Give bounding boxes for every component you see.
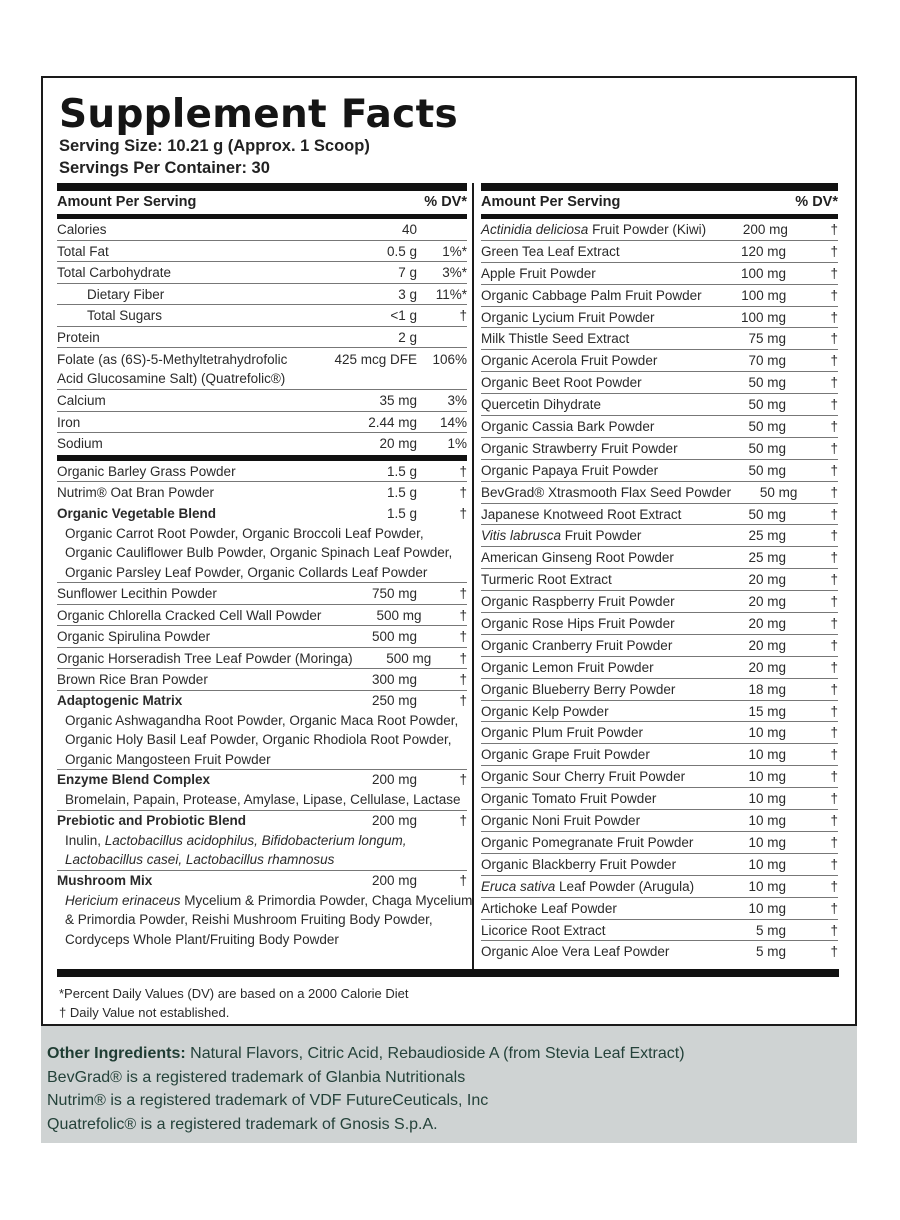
ingredient-row	[481, 941, 838, 963]
nutrient-row: Dietary Fiber 3 g 11%*	[57, 284, 467, 306]
header-dv: % DV*	[795, 194, 838, 210]
ingredient-row	[481, 547, 838, 569]
ingredient-name: Milk Thistle Seed Extract	[481, 331, 630, 347]
trademark-nutrim: Nutrim® is a registered trademark of VDF FutureCeuticals, Inc	[47, 1092, 489, 1109]
ingredient-row	[481, 832, 838, 854]
ingredient-amount: 75 mg	[748, 331, 786, 347]
ingredient-row	[481, 788, 838, 810]
ingredient-name: Organic Tomato Fruit Powder	[481, 791, 657, 807]
ingredient-amount: 20 mg	[748, 572, 786, 588]
ingredient-name: Turmeric Root Extract	[481, 572, 612, 588]
ingredient-row: Organic Barley Grass Powder 1.5 g †	[57, 461, 467, 483]
blend-contents: Organic Ashwagandha Root Powder, Organic Maca Root Powder, Organic Holy Basil Leaf Powder, Organic Rhodiola Root Powder, Organic Mangosteen Fruit Powder	[57, 711, 467, 771]
left-column	[57, 183, 473, 949]
ingredient-row	[481, 350, 838, 372]
ingredient-dv: †	[830, 900, 838, 916]
ingredient-dv: †	[830, 375, 838, 391]
ingredient-row	[481, 525, 838, 547]
ingredient-dv: †	[830, 594, 838, 610]
other-ingredients: Other Ingredients: Natural Flavors, Citric Acid, Rebaudioside A (from Stevia Leaf Extract)	[47, 1045, 685, 1062]
ingredient-dv: †	[830, 353, 838, 369]
ingredient-row: Nutrim® Oat Bran Powder 1.5 g †	[57, 485, 467, 500]
ingredient-amount: 15 mg	[748, 703, 786, 719]
ingredient-amount: 100 mg	[740, 265, 786, 281]
ingredient-dv: †	[830, 703, 838, 719]
ingredient-name: Organic Cabbage Palm Fruit Powder	[481, 287, 702, 303]
ingredient-amount: 5 mg	[755, 922, 786, 938]
ingredient-amount: 120 mg	[740, 243, 786, 259]
right-ingredient-list	[481, 219, 838, 963]
ingredient-dv: †	[830, 506, 838, 522]
ingredient-amount: 50 mg	[748, 375, 786, 391]
ingredient-row	[481, 766, 838, 788]
ingredient-name: Japanese Knotweed Root Extract	[481, 506, 682, 522]
ingredient-dv: †	[830, 243, 838, 259]
ingredient-name: Actinidia deliciosa Fruit Powder (Kiwi)	[481, 222, 707, 237]
ingredient-dv: †	[830, 659, 838, 675]
ingredient-amount: 50 mg	[748, 440, 786, 456]
ingredient-amount: 25 mg	[748, 528, 786, 544]
ingredient-amount: 10 mg	[748, 769, 786, 785]
ingredient-row	[481, 394, 838, 416]
ingredient-amount: 70 mg	[748, 353, 786, 369]
blend-row: Prebiotic and Probiotic Blend 200 mg †	[57, 812, 467, 828]
ingredient-row	[481, 372, 838, 394]
thick-rule	[57, 969, 839, 977]
ingredient-dv: †	[830, 440, 838, 456]
nutrient-row: Total Sugars <1 g †	[57, 305, 467, 327]
ingredient-dv: †	[830, 944, 838, 960]
ingredient-row	[481, 482, 838, 504]
ingredient-name: Organic Pomegranate Fruit Powder	[481, 834, 694, 850]
ingredient-dv: †	[830, 419, 838, 435]
ingredient-amount: 10 mg	[748, 878, 786, 894]
blend-row: Adaptogenic Matrix 250 mg †	[57, 692, 467, 708]
ingredient-dv: †	[830, 747, 838, 763]
panel-title: Supplement Facts	[59, 92, 459, 137]
ingredient-dv: †	[830, 681, 838, 697]
ingredient-row: Organic Horseradish Tree Leaf Powder (Moringa) 500 mg †	[57, 648, 467, 670]
footnotes	[59, 984, 409, 1022]
serving-size: Serving Size: 10.21 g (Approx. 1 Scoop)	[59, 137, 370, 155]
blend-row: Organic Vegetable Blend 1.5 g †	[57, 505, 467, 521]
ingredient-name: Organic Lycium Fruit Powder	[481, 309, 655, 325]
ingredient-row	[481, 328, 838, 350]
ingredient-name: Organic Kelp Powder	[481, 703, 609, 719]
ingredient-name: Green Tea Leaf Extract	[481, 243, 620, 259]
ingredient-row	[481, 591, 838, 613]
thick-rule	[481, 183, 838, 191]
ingredient-amount: 200 mg	[742, 222, 788, 237]
ingredient-row	[481, 898, 838, 920]
ingredient-name: Organic Raspberry Fruit Powder	[481, 594, 675, 610]
ingredient-amount: 100 mg	[741, 287, 787, 303]
ingredient-name: Vitis labrusca Fruit Powder	[481, 528, 642, 544]
other-ingredients-label: Other Ingredients:	[47, 1045, 186, 1062]
column-header	[481, 191, 838, 214]
ingredient-amount: 10 mg	[748, 900, 786, 916]
ingredient-name: Licorice Root Extract	[481, 922, 606, 938]
ingredient-amount: 20 mg	[748, 594, 786, 610]
ingredient-row	[481, 569, 838, 591]
ingredient-dv: †	[830, 725, 838, 741]
nutrient-row: Calcium 35 mg 3%	[57, 390, 467, 412]
right-column	[481, 183, 838, 963]
other-ingredients-panel	[41, 1026, 857, 1143]
nutrient-row: Folate (as (6S)-5-Methyltetrahydrofolic Acid Glucosamine Salt) (Quatrefolic®) 425 mcg DFE 106%	[57, 348, 467, 390]
ingredient-amount: 50 mg	[759, 484, 798, 500]
ingredient-dv: †	[830, 397, 838, 413]
nutrient-row: Sodium 20 mg 1%	[57, 436, 467, 451]
blend-contents: Hericium erinaceus Mycelium & Primordia Powder, Chaga Mycelium & Primordia Powder, Reishi Mushroom Fruiting Body Powder, Cordyceps Whole Plant/Fruiting Body Powder	[57, 891, 467, 950]
ingredient-amount: 10 mg	[748, 856, 786, 872]
ingredient-dv: †	[830, 222, 838, 237]
ingredient-dv: †	[830, 484, 838, 500]
ingredient-amount: 10 mg	[748, 725, 786, 741]
column-header	[57, 191, 467, 214]
ingredient-name: Apple Fruit Powder	[481, 265, 596, 281]
ingredient-name: Organic Papaya Fruit Powder	[481, 462, 659, 478]
ingredient-name: BevGrad® Xtrasmooth Flax Seed Powder	[481, 484, 732, 500]
ingredient-name: Organic Sour Cherry Fruit Powder	[481, 769, 686, 785]
ingredient-amount: 50 mg	[748, 462, 786, 478]
ingredient-row: Brown Rice Bran Powder 300 mg †	[57, 669, 467, 691]
blend-contents: Organic Carrot Root Powder, Organic Broccoli Leaf Powder, Organic Cauliflower Bulb Powder, Organic Spinach Leaf Powder, Organic Parsley Leaf Powder, Organic Collards Leaf Powder	[57, 524, 467, 584]
ingredient-dv: †	[830, 922, 838, 938]
ingredient-dv: †	[830, 528, 838, 544]
nutrient-row: Iron 2.44 mg 14%	[57, 412, 467, 434]
ingredient-row	[481, 504, 838, 526]
ingredient-dv: †	[830, 878, 838, 894]
ingredient-dv: †	[830, 856, 838, 872]
ingredient-row: Sunflower Lecithin Powder 750 mg †	[57, 583, 467, 605]
ingredient-row	[481, 810, 838, 832]
blend-row: Mushroom Mix 200 mg †	[57, 872, 467, 888]
ingredient-dv: †	[830, 462, 838, 478]
ingredient-amount: 25 mg	[748, 550, 786, 566]
ingredient-amount: 20 mg	[748, 616, 786, 632]
mushroom-line-3: Cordyceps Whole Plant/Fruiting Body Powder	[65, 931, 339, 947]
ingredient-name: Organic Aloe Vera Leaf Powder	[481, 944, 670, 960]
ingredient-dv: †	[830, 637, 838, 653]
ingredient-row	[481, 307, 838, 329]
blend-contents: Bromelain, Papain, Protease, Amylase, Lipase, Cellulase, Lactase	[57, 790, 467, 811]
ingredient-dv: †	[830, 572, 838, 588]
ingredient-row	[481, 285, 838, 307]
ingredient-name: Organic Blueberry Berry Powder	[481, 681, 676, 697]
nutrient-row: Protein 2 g	[57, 327, 467, 349]
ingredient-amount: 50 mg	[748, 506, 786, 522]
ingredient-row	[481, 657, 838, 679]
ingredient-row	[481, 920, 838, 942]
trademark-bevgrad: BevGrad® is a registered trademark of Glanbia Nutritionals	[47, 1068, 466, 1086]
ingredient-amount: 50 mg	[748, 397, 786, 413]
ingredient-amount: 10 mg	[748, 813, 786, 829]
thick-rule	[57, 183, 467, 191]
ingredient-row	[481, 679, 838, 701]
ingredient-row: Organic Chlorella Cracked Cell Wall Powder 500 mg †	[57, 605, 467, 627]
header-dv: % DV*	[424, 194, 467, 210]
ingredient-name: Organic Acerola Fruit Powder	[481, 353, 658, 369]
blend-row: Enzyme Blend Complex 200 mg †	[57, 772, 467, 787]
ingredient-dv: †	[830, 834, 838, 850]
header-amount: Amount Per Serving	[481, 194, 621, 210]
ingredient-row: Organic Spirulina Powder 500 mg †	[57, 626, 467, 648]
ingredient-name: Organic Grape Fruit Powder	[481, 747, 650, 763]
nutrient-row: Total Carbohydrate 7 g 3%*	[57, 262, 467, 284]
ingredient-dv: †	[830, 791, 838, 807]
ingredient-dv: †	[830, 616, 838, 632]
dv-footnote: *Percent Daily Values (DV) are based on a 2000 Calorie Diet	[59, 986, 409, 1001]
ingredient-dv: †	[830, 813, 838, 829]
ingredient-dv: †	[830, 265, 838, 281]
ingredient-amount: 10 mg	[748, 747, 786, 763]
folate-line-2: Acid Glucosamine Salt) (Quatrefolic®)	[57, 371, 286, 386]
ingredient-row	[481, 219, 838, 241]
ingredient-dv: †	[830, 550, 838, 566]
ingredient-name: Organic Beet Root Powder	[481, 375, 642, 391]
ingredient-name: Organic Strawberry Fruit Powder	[481, 440, 678, 456]
serving-info	[59, 135, 370, 179]
ingredient-name: Organic Cassia Bark Powder	[481, 419, 655, 435]
ingredient-amount: 20 mg	[748, 659, 786, 675]
ingredient-name: Organic Rose Hips Fruit Powder	[481, 616, 675, 632]
ingredient-row	[481, 438, 838, 460]
ingredient-amount: 50 mg	[748, 419, 786, 435]
ingredient-dv: †	[830, 287, 838, 303]
ingredient-row	[481, 701, 838, 723]
dagger-footnote: † Daily Value not established.	[59, 1005, 230, 1020]
ingredient-row	[481, 744, 838, 766]
ingredient-name: Organic Noni Fruit Powder	[481, 813, 641, 829]
ingredient-amount: 10 mg	[748, 834, 786, 850]
ingredient-row	[481, 416, 838, 438]
ingredient-name: Quercetin Dihydrate	[481, 397, 602, 413]
ingredient-name: Organic Blackberry Fruit Powder	[481, 856, 677, 872]
nutrient-row: Total Fat 0.5 g 1%*	[57, 241, 467, 263]
ingredient-row	[481, 635, 838, 657]
ingredient-name: Eruca sativa Leaf Powder (Arugula)	[481, 878, 695, 894]
nutrient-row: Calories 40	[57, 219, 467, 241]
blend-contents: Inulin, Lactobacillus acidophilus, Bifidobacterium longum, Lactobacillus casei, Lactobacillus rhamnosus	[57, 831, 467, 871]
ingredient-name: Organic Cranberry Fruit Powder	[481, 637, 673, 653]
ingredient-name: American Ginseng Root Powder	[481, 550, 674, 566]
ingredient-dv: †	[830, 309, 838, 325]
ingredient-row	[481, 613, 838, 635]
ingredient-row	[481, 263, 838, 285]
supplement-facts-panel	[41, 76, 857, 1026]
ingredient-row	[481, 722, 838, 744]
ingredient-name: Organic Plum Fruit Powder	[481, 725, 644, 741]
ingredient-amount: 100 mg	[740, 309, 786, 325]
ingredient-amount: 20 mg	[748, 637, 786, 653]
ingredient-amount: 10 mg	[748, 791, 786, 807]
trademark-quatrefolic: Quatrefolic® is a registered trademark of Gnosis S.p.A.	[47, 1115, 438, 1133]
header-amount: Amount Per Serving	[57, 194, 197, 210]
ingredient-amount: 18 mg	[748, 681, 786, 697]
ingredient-row	[481, 241, 838, 263]
servings-per-container: Servings Per Container: 30	[59, 159, 270, 177]
column-divider	[472, 183, 474, 969]
ingredient-row	[481, 460, 838, 482]
ingredient-name: Artichoke Leaf Powder	[481, 900, 617, 916]
folate-line-1: Folate (as (6S)-5-Methyltetrahydrofolic	[57, 352, 288, 367]
ingredient-dv: †	[830, 331, 838, 347]
ingredient-row	[481, 876, 838, 898]
ingredient-dv: †	[830, 769, 838, 785]
ingredient-name: Organic Lemon Fruit Powder	[481, 659, 654, 675]
ingredient-row	[481, 854, 838, 876]
ingredient-amount: 5 mg	[755, 944, 786, 960]
